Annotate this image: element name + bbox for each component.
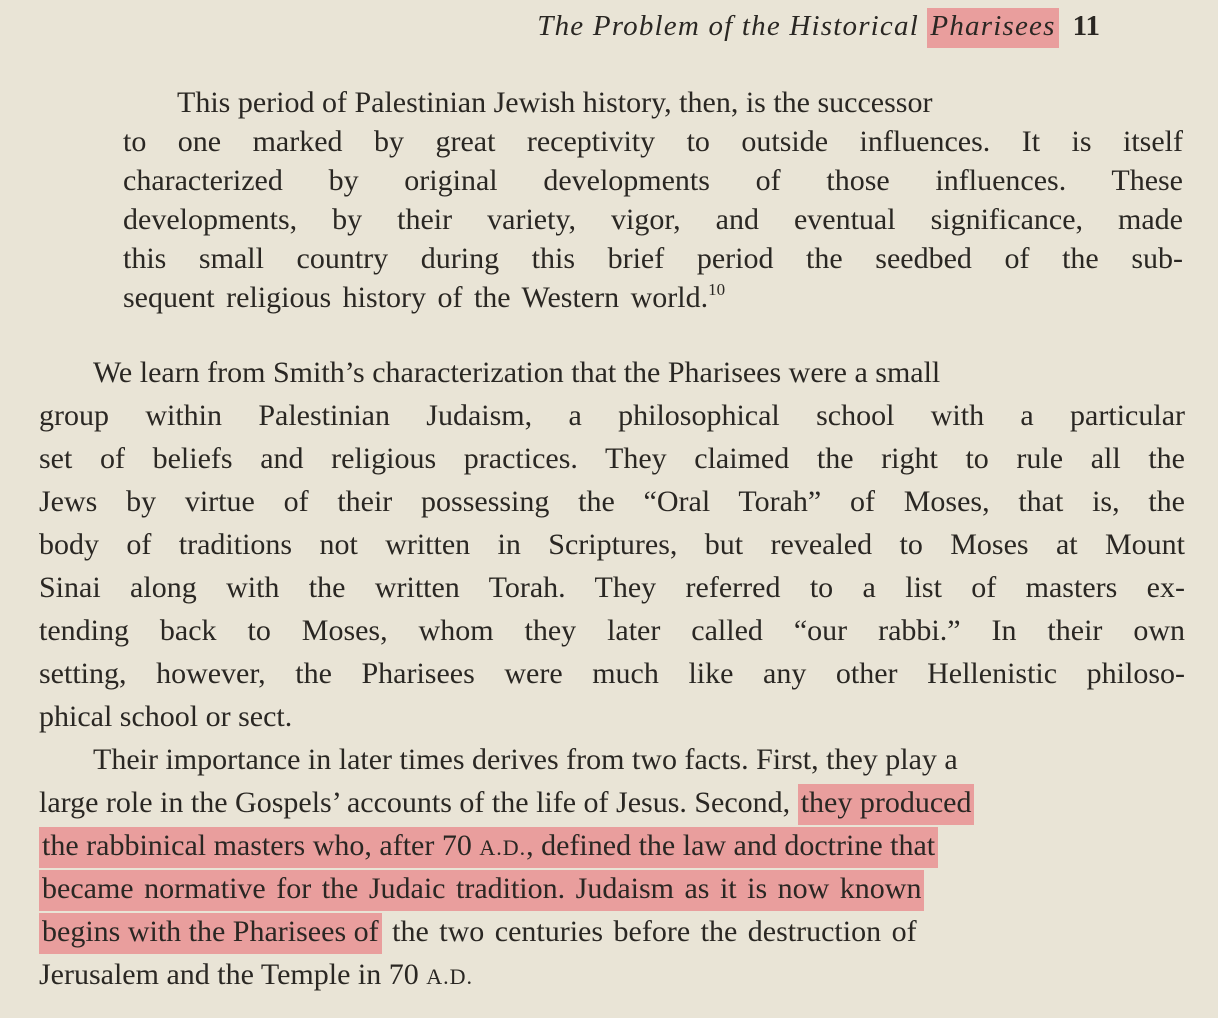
highlight-passage: became normative for the Judaic tradition. Judaism as it is now known <box>39 870 924 911</box>
footnote-ref: 10 <box>708 280 726 299</box>
paragraph-line <box>39 870 1185 908</box>
highlight-passage: they produced <box>798 784 975 825</box>
paragraph-line: begins with the Pharisees of the two centuries before the destruction of <box>39 913 1185 951</box>
quote-line: this small country during this brief period the seedbed of the sub- <box>123 242 1183 275</box>
quote-line: characterized by original developments of those influences. These <box>123 164 1183 197</box>
paragraph-line: large role in the Gospels’ accounts of the life of Jesus. Second, they produced <box>39 784 1185 822</box>
quote-line: developments, by their variety, vigor, and eventual significance, made <box>123 203 1183 236</box>
highlight-pharisees: Pharisees <box>927 8 1058 48</box>
paragraph-line: set of beliefs and religious practices. They claimed the right to rule all the <box>39 442 1185 475</box>
paragraph-line: body of traditions not written in Scriptures, but revealed to Moses at Mount <box>39 528 1185 561</box>
quote-line: sequent religious history of the Western world.$^{10}$ <box>123 280 726 314</box>
paragraph-line: phical school or sect. <box>39 700 293 733</box>
quote-line: to one marked by great receptivity to outside influences. It is itself <box>123 125 1183 158</box>
paragraph-line: Their importance in later times derives from two facts. First, they play a <box>93 743 958 776</box>
running-head <box>0 6 1100 46</box>
paragraph-line: Jerusalem and the Temple in 70 A.D. <box>39 958 474 991</box>
paragraph-line: Jews by virtue of their possessing the “Oral Torah” of Moses, that is, the <box>39 485 1185 518</box>
quote-line: This period of Palestinian Jewish history, then, is the successor <box>177 86 933 119</box>
paragraph-line: tending back to Moses, whom they later called “our rabbi.” In their own <box>39 614 1185 647</box>
paragraph-line: Sinai along with the written Torah. They referred to a list of masters ex- <box>39 571 1185 604</box>
highlight-passage: the rabbinical masters who, after 70 A.D., defined the law and doctrine that <box>39 827 938 868</box>
paragraph-line: group within Palestinian Judaism, a philosophical school with a particular <box>39 399 1185 432</box>
running-head-title: The Problem of the Historical Pharisees <box>537 8 1058 48</box>
paragraph-line: We learn from Smith’s characterization that the Pharisees were a small <box>93 356 941 389</box>
paragraph-line: setting, however, the Pharisees were much like any other Hellenistic philoso- <box>39 657 1185 690</box>
highlight-passage: begins with the Pharisees of <box>39 913 382 954</box>
paragraph-line <box>39 827 1185 867</box>
page-number: 11 <box>1072 10 1100 42</box>
